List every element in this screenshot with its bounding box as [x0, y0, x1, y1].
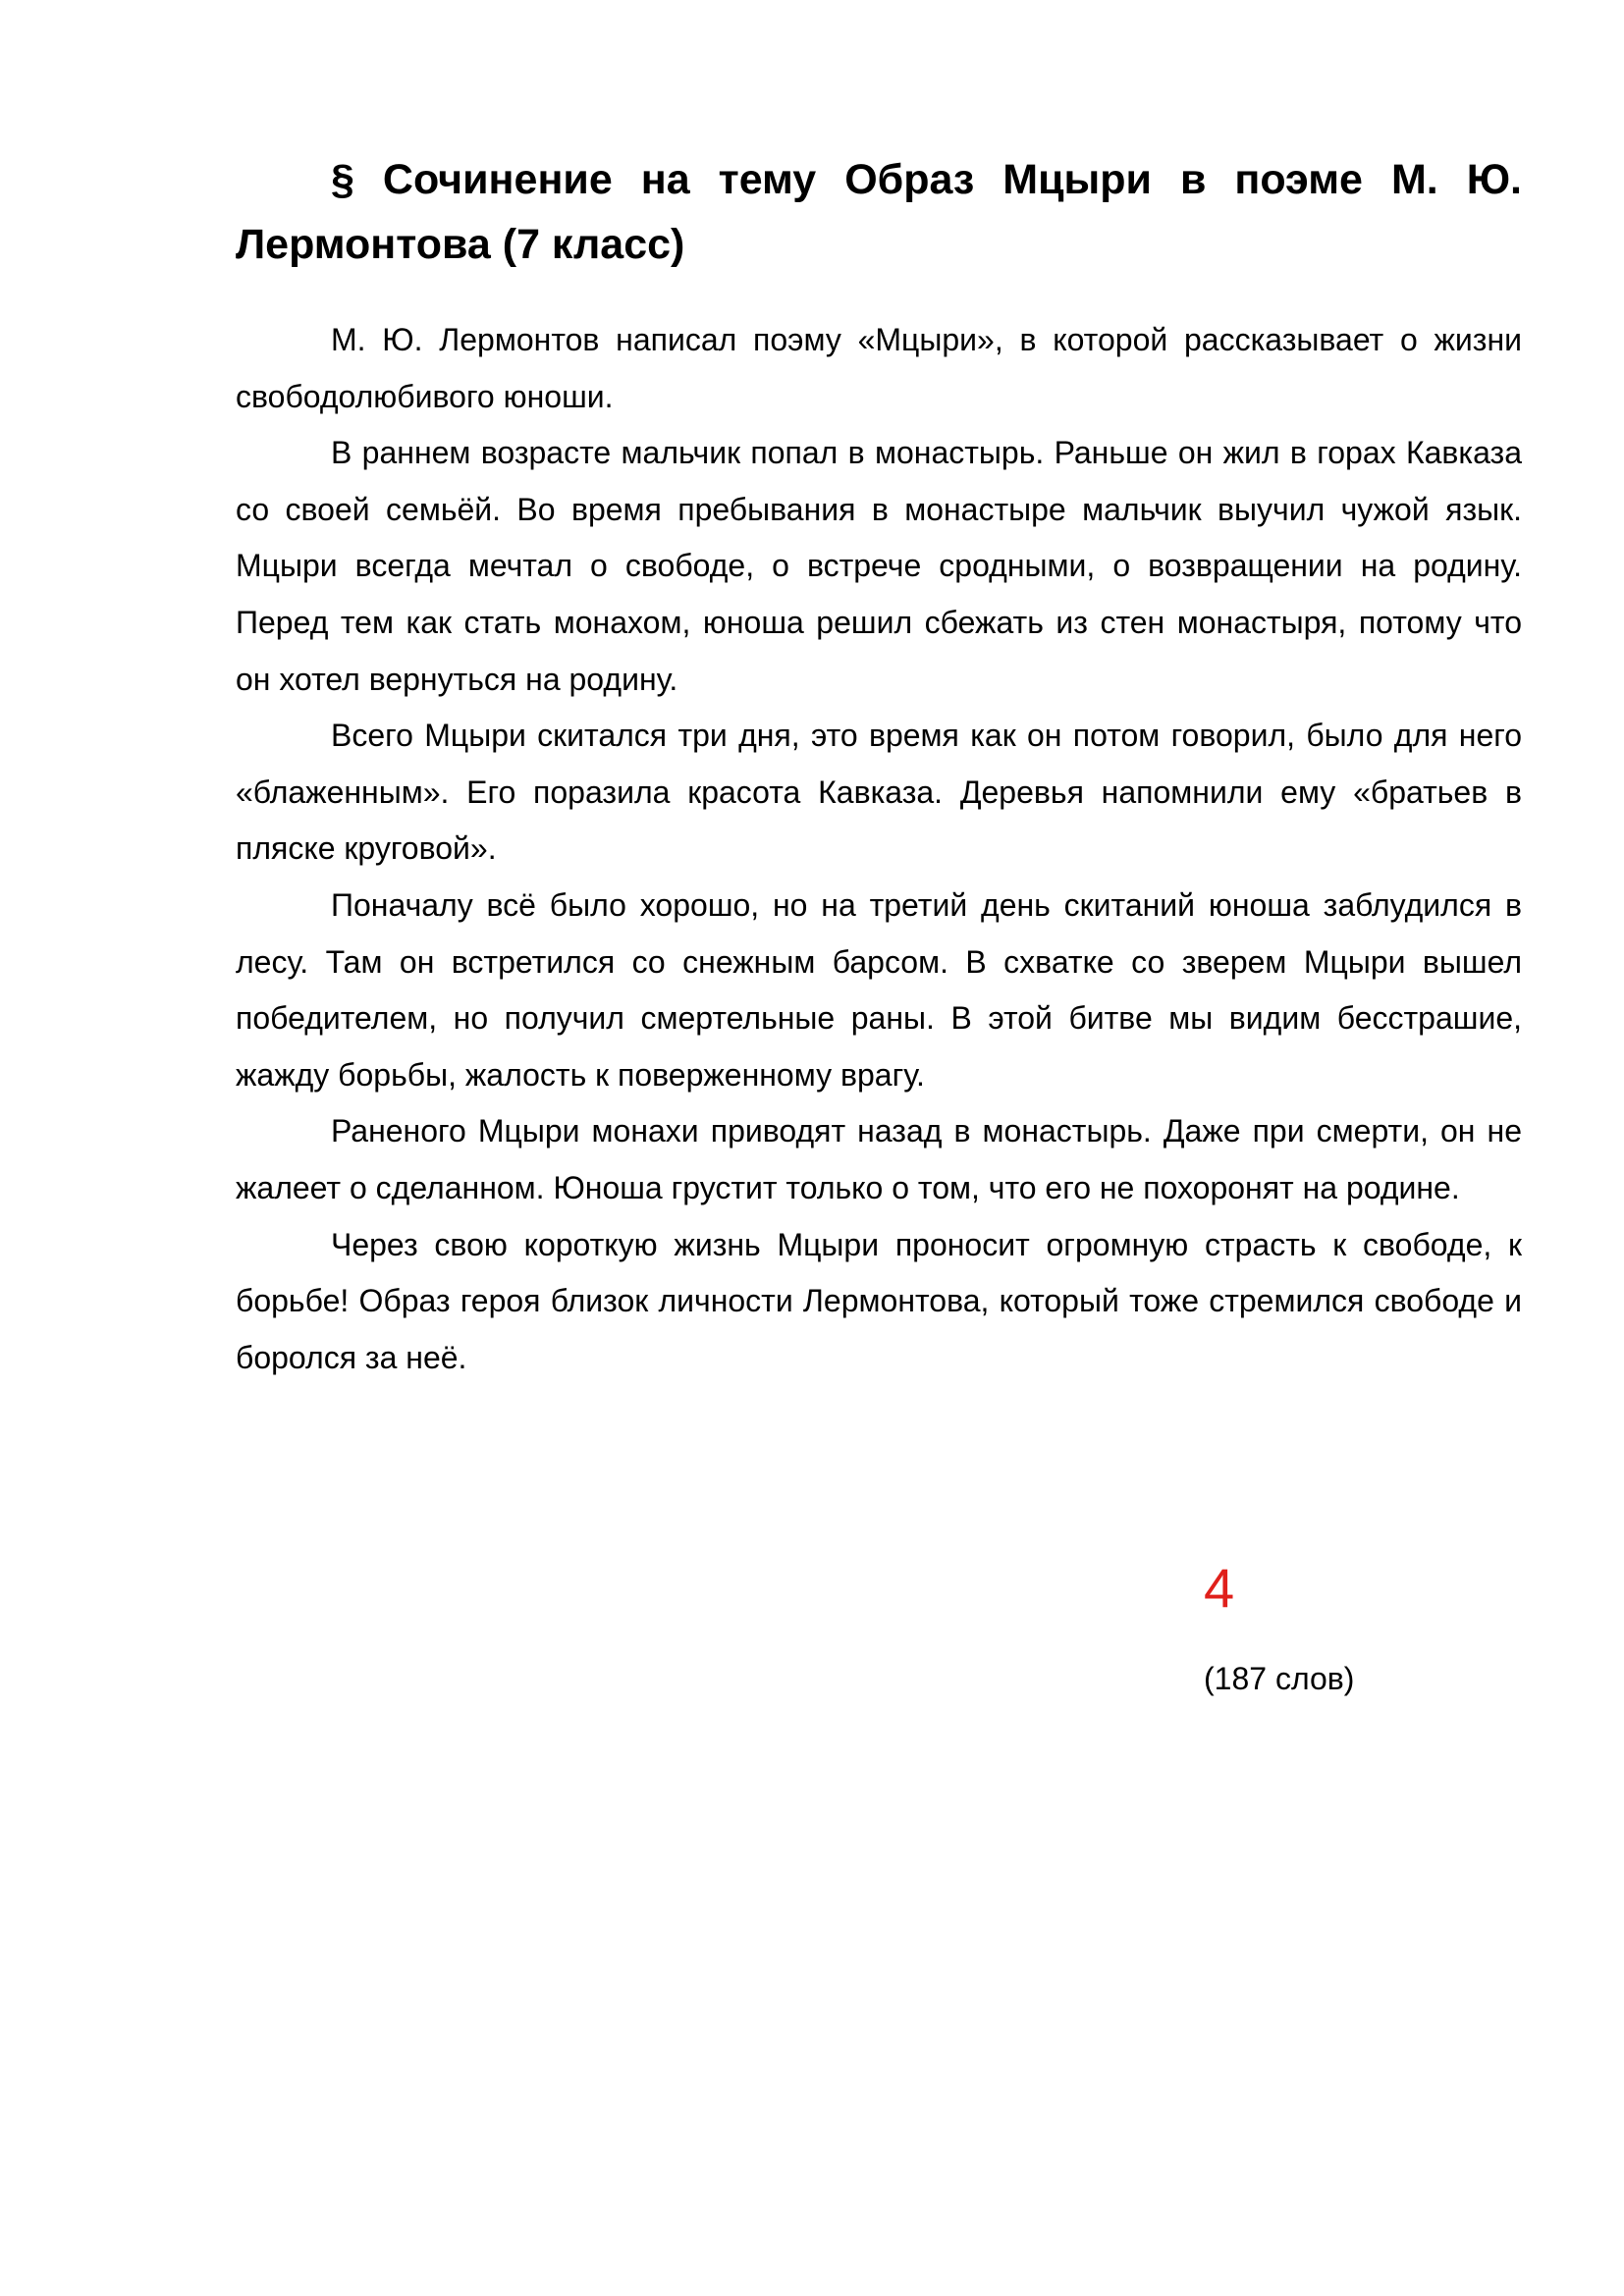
word-count: (187 слов)	[1204, 1661, 1355, 1696]
paragraph-3: Всего Мцыри скитался три дня, это время как он потом говорил, было для него «блаженным». Его поразила красота Кавказа. Деревья напомнили ему «братьев в пляске круговой».	[236, 718, 1522, 867]
paragraph-5: Раненого Мцыри монахи приводят назад в монастырь. Даже при смерти, он не жалеет о сделанном. Юноша грустит только о том, что его не похоронят на родине.	[236, 1113, 1522, 1205]
paragraph-1: М. Ю. Лермонтов написал поэму «Мцыри», в которой рассказывает о жизни свободолюбивого юноши.	[236, 322, 1522, 414]
essay-body	[236, 147, 1522, 1386]
paragraph-6: Через свою короткую жизнь Мцыри проносит огромную страсть к свободе, к борьбе! Образ героя близок личности Лермонтова, который тоже стремился свободе и боролся за неё.	[236, 1226, 1522, 1375]
paragraph-4: Поначалу всё было хорошо, но на третий день скитаний юноша заблудился в лесу. Там он встретился со снежным барсом. В схватке со зверем Мцыри вышел победителем, но получил смертельные раны. В этой битве мы видим бесстрашие, жажду борьбы, жалость к поверженному врагу.	[236, 886, 1522, 1093]
grade-mark: 4	[1204, 1557, 1235, 1619]
essay-title: § Сочинение на тему Образ Мцыри в поэме М. Ю. Лермонтова (7 класс)	[236, 156, 1522, 268]
paragraph-2: В раннем возрасте мальчик попал в монастырь. Раньше он жил в горах Кавказа со своей семьёй. Во время пребывания в монастыре мальчик выучил чужой язык. Мцыри всегда мечтал о свободе, о встрече сродными, о возвращении на родину. Перед тем как стать монахом, юноша решил сбежать из стен монастыря, потому что он хотел вернуться на родину.	[236, 435, 1522, 697]
